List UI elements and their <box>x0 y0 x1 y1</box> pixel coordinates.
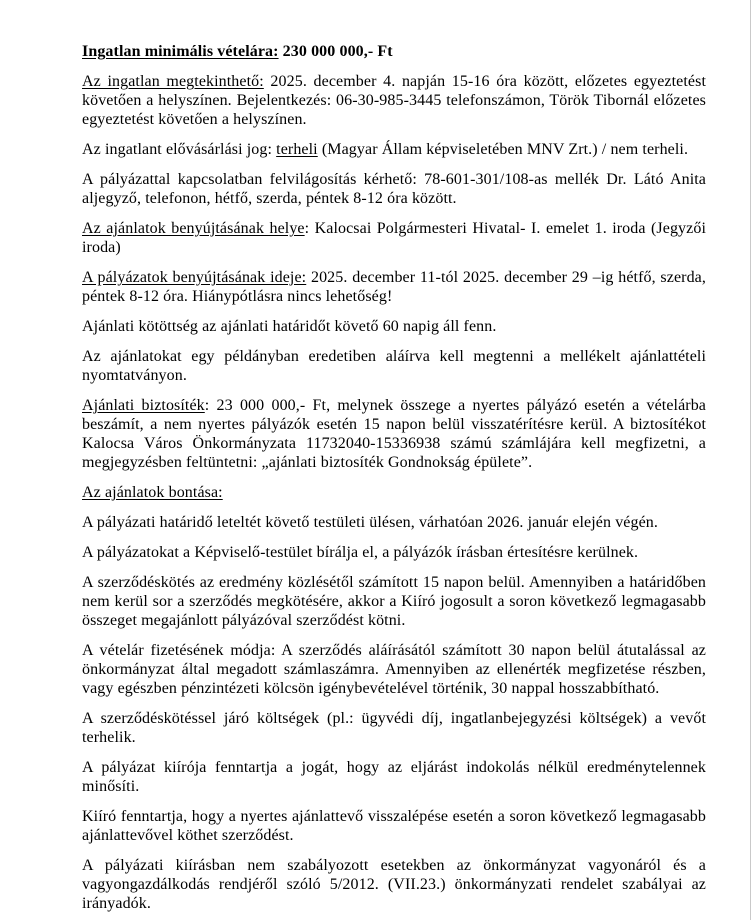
paragraph-offer-form <box>82 347 706 385</box>
paragraph-opening-date <box>82 513 706 532</box>
document-body <box>82 42 706 920</box>
paragraph-contract-costs <box>82 709 706 747</box>
paragraph-offer-form-text: Az ajánlatokat egy példányban eredetiben aláírva kell megtenni a mellékelt ajánlattételi nyomtatványon. <box>82 348 706 384</box>
paragraph-submission-place-lead: Az ajánlatok benyújtásának helye <box>82 220 305 237</box>
paragraph-opening-date-text: A pályázati határidő leteltét követő testületi ülésen, várhatóan 2026. január elején végén. <box>82 514 658 531</box>
paragraph-preemption-lead: Az ingatlant elővásárlási jog: <box>82 141 277 158</box>
paragraph-contract-deadline <box>82 573 706 630</box>
paragraph-contract-costs-text: A szerződéskötéssel járó költségek (pl.: ügyvédi díj, ingatlanbejegyzési költségek) a vevőt terhelik. <box>82 710 706 746</box>
paragraph-governing-rules <box>82 856 706 913</box>
paragraph-viewing-lead: Az ingatlan megtekinthető: <box>82 73 264 90</box>
paragraph-information-text: A pályázattal kapcsolatban felvilágosítás kérhető: 78-601-301/108-as mellék Dr. Látó Anita aljegyző, telefonon, hétfő, szerda, péntek 8-12 óra között. <box>82 171 706 207</box>
paragraph-submission-time-lead: A pályázatok benyújtásának ideje: <box>82 269 307 286</box>
paragraph-opening-heading-text: Az ajánlatok bontása: <box>82 484 223 501</box>
paragraph-contract-deadline-text: A szerződéskötés az eredmény közlésétől számított 15 napon belül. Amennyiben a határidőben nem kerül sor a szerződés megkötésére, akkor a Kiíró jogosult a soron következő legmagasabb összeget megajánlott pályázóval szerződést kötni. <box>82 574 706 629</box>
paragraph-withdrawal-clause <box>82 807 706 845</box>
paragraph-payment-method <box>82 641 706 698</box>
paragraph-annulment-right-text: A pályázat kiírója fenntartja a jogát, hogy az eljárást indokolás nélkül eredménytelennek minősíti. <box>82 759 706 795</box>
paragraph-opening-heading <box>82 483 706 502</box>
paragraph-preemption-burdened: terheli <box>276 141 318 158</box>
paragraph-submission-time <box>82 268 706 306</box>
paragraph-preemption-right <box>82 140 706 159</box>
paragraph-information-contact <box>82 170 706 208</box>
paragraph-bid-security <box>82 396 706 472</box>
paragraph-evaluation-text: A pályázatokat a Képviselő-testület bírálja el, a pályázók írásban értesítésre kerülnek. <box>82 544 639 561</box>
heading-minimum-price-label: Ingatlan minimális vételára: <box>82 43 279 60</box>
paragraph-bid-security-text: : 23 000 000,- Ft, melynek összege a nyertes pályázó esetén a vételárba beszámít, a nem nyertes pályázók esetén 15 napon belül visszatérítésre kerül. A biztosítékot Kalocsa Város Önkormányzata 11732040-15336938 számú számlájára kell megfizetni, a megjegyzésben feltüntetni: „ajánlati biztosíték Gondnokság épülete”. <box>82 397 707 471</box>
paragraph-offer-binding <box>82 317 706 336</box>
paragraph-bid-security-lead: Ajánlati biztosíték <box>82 397 205 414</box>
heading-minimum-price <box>82 42 706 61</box>
paragraph-submission-place <box>82 219 706 257</box>
paragraph-submission-time-text: 2025. december 11-tól 2025. december 29 –ig hétfő, szerda, péntek 8-12 óra. Hiánypótlásra nincs lehetőség! <box>82 269 706 305</box>
paragraph-payment-method-text: A vételár fizetésének módja: A szerződés aláírásától számított 30 napon belül átutalással az önkormányzat által megadott számlaszámra. Amennyiben az ellenérték megfizetése részben, vagy egészben pénzintézeti kölcsön igénybevételével történik, 30 nappal hosszabbítható. <box>82 642 706 697</box>
heading-minimum-price-value: 230 000 000,- Ft <box>278 43 393 60</box>
paragraph-submission-place-text: : Kalocsai Polgármesteri Hivatal- I. emelet 1. iroda (Jegyzői iroda) <box>82 220 707 256</box>
paragraph-viewing-text: 2025. december 4. napján 15-16 óra között, előzetes egyeztetést követően a helyszínen. Bejelentkezés: 06-30-985-3445 telefonszámon, Török Tibornál előzetes egyeztetést követően a helyszínen. <box>82 73 706 128</box>
page-edge-line <box>750 0 751 920</box>
paragraph-evaluation <box>82 543 706 562</box>
paragraph-viewing-info <box>82 72 706 129</box>
paragraph-offer-binding-text: Ajánlati kötöttség az ajánlati határidőt követő 60 napig áll fenn. <box>82 318 497 335</box>
paragraph-governing-rules-text: A pályázati kiírásban nem szabályozott esetekben az önkormányzat vagyonáról és a vagyongazdálkodás rendjéről szóló 5/2012. (VII.23.) önkormányzati rendelet szabályai az irányadók. <box>82 857 706 912</box>
paragraph-annulment-right <box>82 758 706 796</box>
paragraph-withdrawal-clause-text: Kiíró fenntartja, hogy a nyertes ajánlattevő visszalépése esetén a soron következő legmagasabb ajánlattevővel köthet szerződést. <box>82 808 706 844</box>
paragraph-preemption-rest: (Magyar Állam képviseletében MNV Zrt.) / nem terheli. <box>317 141 689 158</box>
